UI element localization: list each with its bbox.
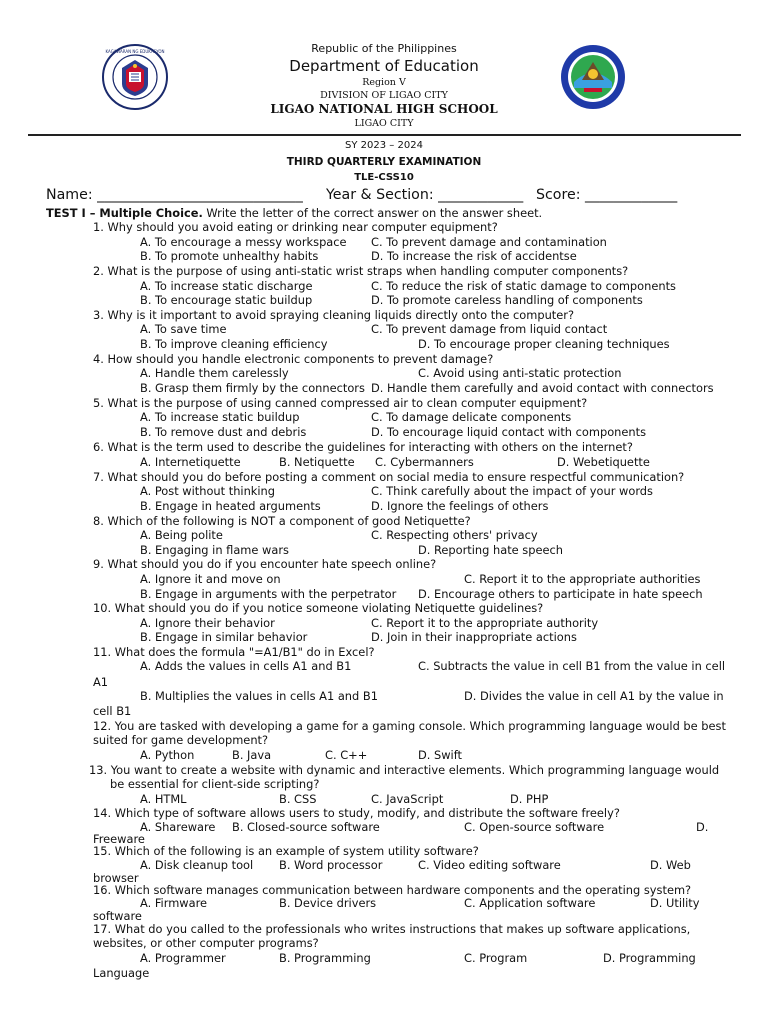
question-10: 10. What should you do if you notice someone violating Netiquette guidelines? [93, 601, 544, 615]
option-13a[interactable]: A. HTML [140, 792, 187, 806]
option-7d[interactable]: D. Ignore the feelings of others [371, 499, 549, 513]
option-15b[interactable]: B. Word processor [279, 858, 383, 872]
option-10a[interactable]: A. Ignore their behavior [140, 616, 275, 630]
question-6: 6. What is the term used to describe the guidelines for interacting with others on the internet? [93, 440, 633, 454]
option-7b[interactable]: B. Engage in heated arguments [140, 499, 321, 513]
option-17b[interactable]: B. Programming [279, 951, 371, 965]
option-13c[interactable]: C. JavaScript [371, 792, 444, 806]
option-14c[interactable]: C. Open-source software [464, 820, 605, 834]
option-15d[interactable]: D. Web [650, 858, 691, 872]
option-3d[interactable]: D. To encourage proper cleaning techniques [418, 337, 670, 351]
option-15d-wrap: browser [93, 871, 139, 885]
section-field[interactable]: Year & Section: ____________ [326, 187, 524, 203]
question-7: 7. What should you do before posting a comment on social media to ensure respectful communication? [93, 470, 685, 484]
question-16: 16. Which software manages communication between hardware components and the operating system? [93, 883, 692, 897]
header-region: Region V [362, 77, 406, 88]
option-4d[interactable]: D. Handle them carefully and avoid contact with connectors [371, 381, 714, 395]
option-5a[interactable]: A. To increase static buildup [140, 410, 300, 424]
exam-subject: TLE-CSS10 [354, 172, 414, 183]
option-4c[interactable]: C. Avoid using anti-static protection [418, 366, 622, 380]
question-8: 8. Which of the following is NOT a component of good Netiquette? [93, 514, 471, 528]
option-12b[interactable]: B. Java [232, 748, 272, 762]
option-12a[interactable]: A. Python [140, 748, 195, 762]
header-divider [28, 134, 741, 136]
name-field[interactable]: Name: _____________________________ [46, 187, 303, 203]
option-9c[interactable]: C. Report it to the appropriate authorities [464, 572, 701, 586]
option-14b[interactable]: B. Closed-source software [232, 820, 380, 834]
option-5c[interactable]: C. To damage delicate components [371, 410, 572, 424]
option-16c[interactable]: C. Application software [464, 896, 596, 910]
option-6b[interactable]: B. Netiquette [279, 455, 355, 469]
test-label: TEST I – Multiple Choice. [46, 206, 203, 220]
option-6c[interactable]: C. Cybermanners [375, 455, 474, 469]
option-12d[interactable]: D. Swift [418, 748, 462, 762]
question-9: 9. What should you do if you encounter hate speech online? [93, 557, 437, 571]
option-1c[interactable]: C. To prevent damage and contamination [371, 235, 607, 249]
option-8b[interactable]: B. Engaging in flame wars [140, 543, 289, 557]
option-14d[interactable]: D. [696, 820, 709, 834]
question-5: 5. What is the purpose of using canned compressed air to clean computer equipment? [93, 396, 588, 410]
option-10d[interactable]: D. Join in their inappropriate actions [371, 630, 577, 644]
option-14d-wrap: Freeware [93, 832, 145, 846]
option-8d[interactable]: D. Reporting hate speech [418, 543, 563, 557]
option-15a[interactable]: A. Disk cleanup tool [140, 858, 254, 872]
option-14a[interactable]: A. Shareware [140, 820, 216, 834]
header-division: DIVISION OF LIGAO CITY [320, 90, 448, 101]
question-17-line2: websites, or other computer programs? [93, 936, 319, 950]
option-4a[interactable]: A. Handle them carelessly [140, 366, 289, 380]
question-12-line2: suited for game development? [93, 733, 269, 747]
option-4b[interactable]: B. Grasp them firmly by the connectors [140, 381, 365, 395]
option-13d[interactable]: D. PHP [510, 792, 549, 806]
option-11a[interactable]: A. Adds the values in cells A1 and B1 [140, 659, 352, 673]
option-17c[interactable]: C. Program [464, 951, 528, 965]
option-9d[interactable]: D. Encourage others to participate in hate speech [418, 587, 703, 601]
question-2: 2. What is the purpose of using anti-static wrist straps when handling computer components? [93, 264, 629, 278]
option-17a[interactable]: A. Programmer [140, 951, 226, 965]
option-11d-wrap: cell B1 [93, 704, 132, 718]
exam-title: THIRD QUARTERLY EXAMINATION [286, 156, 482, 168]
option-2d[interactable]: D. To promote careless handling of components [371, 293, 643, 307]
question-15: 15. Which of the following is an example of system utility software? [93, 844, 479, 858]
option-10c[interactable]: C. Report it to the appropriate authority [371, 616, 599, 630]
option-16d[interactable]: D. Utility [650, 896, 700, 910]
header-city: LIGAO CITY [354, 118, 414, 129]
option-3b[interactable]: B. To improve cleaning efficiency [140, 337, 328, 351]
header-school: LIGAO NATIONAL HIGH SCHOOL [270, 102, 498, 116]
option-15c[interactable]: C. Video editing software [418, 858, 561, 872]
header-department: Department of Education [289, 57, 479, 75]
option-7c[interactable]: C. Think carefully about the impact of your words [371, 484, 653, 498]
option-17d[interactable]: D. Programming [603, 951, 696, 965]
svg-text:KAGAWARAN NG EDUKASYON: KAGAWARAN NG EDUKASYON [105, 49, 165, 54]
question-11: 11. What does the formula "=A1/B1" do in Excel? [93, 645, 375, 659]
option-6d[interactable]: D. Webetiquette [557, 455, 650, 469]
option-1d[interactable]: D. To increase the risk of accidentse [371, 249, 577, 263]
question-13-line2: be essential for client-side scripting? [110, 777, 320, 791]
school-year: SY 2023 – 2024 [345, 140, 423, 151]
option-3c[interactable]: C. To prevent damage from liquid contact [371, 322, 608, 336]
header-republic: Republic of the Philippines [311, 42, 457, 55]
option-16d-wrap: software [93, 909, 142, 923]
question-12: 12. You are tasked with developing a game for a gaming console. Which programming language would be best [93, 719, 726, 733]
option-9a[interactable]: A. Ignore it and move on [140, 572, 281, 586]
question-13: 13. You want to create a website with dynamic and interactive elements. Which programming language would [89, 763, 720, 777]
option-8a[interactable]: A. Being polite [140, 528, 223, 542]
option-3a[interactable]: A. To save time [140, 322, 227, 336]
option-13b[interactable]: B. CSS [279, 792, 317, 806]
option-5b[interactable]: B. To remove dust and debris [140, 425, 307, 439]
option-1b[interactable]: B. To promote unhealthy habits [140, 249, 319, 263]
test-instruction: Write the letter of the correct answer on the answer sheet. [202, 206, 543, 220]
option-10b[interactable]: B. Engage in similar behavior [140, 630, 308, 644]
option-7a[interactable]: A. Post without thinking [140, 484, 276, 498]
option-16a[interactable]: A. Firmware [140, 896, 208, 910]
score-field[interactable]: Score: _____________ [536, 187, 678, 203]
option-11c-wrap: A1 [93, 675, 109, 689]
option-2a[interactable]: A. To increase static discharge [140, 279, 313, 293]
option-12c[interactable]: C. C++ [325, 748, 368, 762]
option-1a[interactable]: A. To encourage a messy workspace [140, 235, 347, 249]
option-11d[interactable]: D. Divides the value in cell A1 by the value in [464, 689, 724, 703]
test-heading [46, 206, 542, 220]
option-2b[interactable]: B. To encourage static buildup [140, 293, 313, 307]
option-8c[interactable]: C. Respecting others' privacy [371, 528, 538, 542]
question-17: 17. What do you called to the professionals who writes instructions that makes up software applications, [93, 922, 691, 936]
question-3: 3. Why is it important to avoid spraying cleaning liquids directly onto the computer? [93, 308, 574, 322]
option-11b[interactable]: B. Multiplies the values in cells A1 and B1 [140, 689, 378, 703]
option-5d[interactable]: D. To encourage liquid contact with components [371, 425, 647, 439]
option-11c[interactable]: C. Subtracts the value in cell B1 from the value in cell [418, 659, 726, 673]
question-14: 14. Which type of software allows users to study, modify, and distribute the software freely? [93, 806, 620, 820]
option-17d-wrap: Language [93, 966, 150, 980]
option-16b[interactable]: B. Device drivers [279, 896, 377, 910]
option-9b[interactable]: B. Engage in arguments with the perpetrator [140, 587, 397, 601]
option-2c[interactable]: C. To reduce the risk of static damage to components [371, 279, 676, 293]
option-6a[interactable]: A. Internetiquette [140, 455, 241, 469]
question-1: 1. Why should you avoid eating or drinking near computer equipment? [93, 220, 498, 234]
question-4: 4. How should you handle electronic components to prevent damage? [93, 352, 494, 366]
